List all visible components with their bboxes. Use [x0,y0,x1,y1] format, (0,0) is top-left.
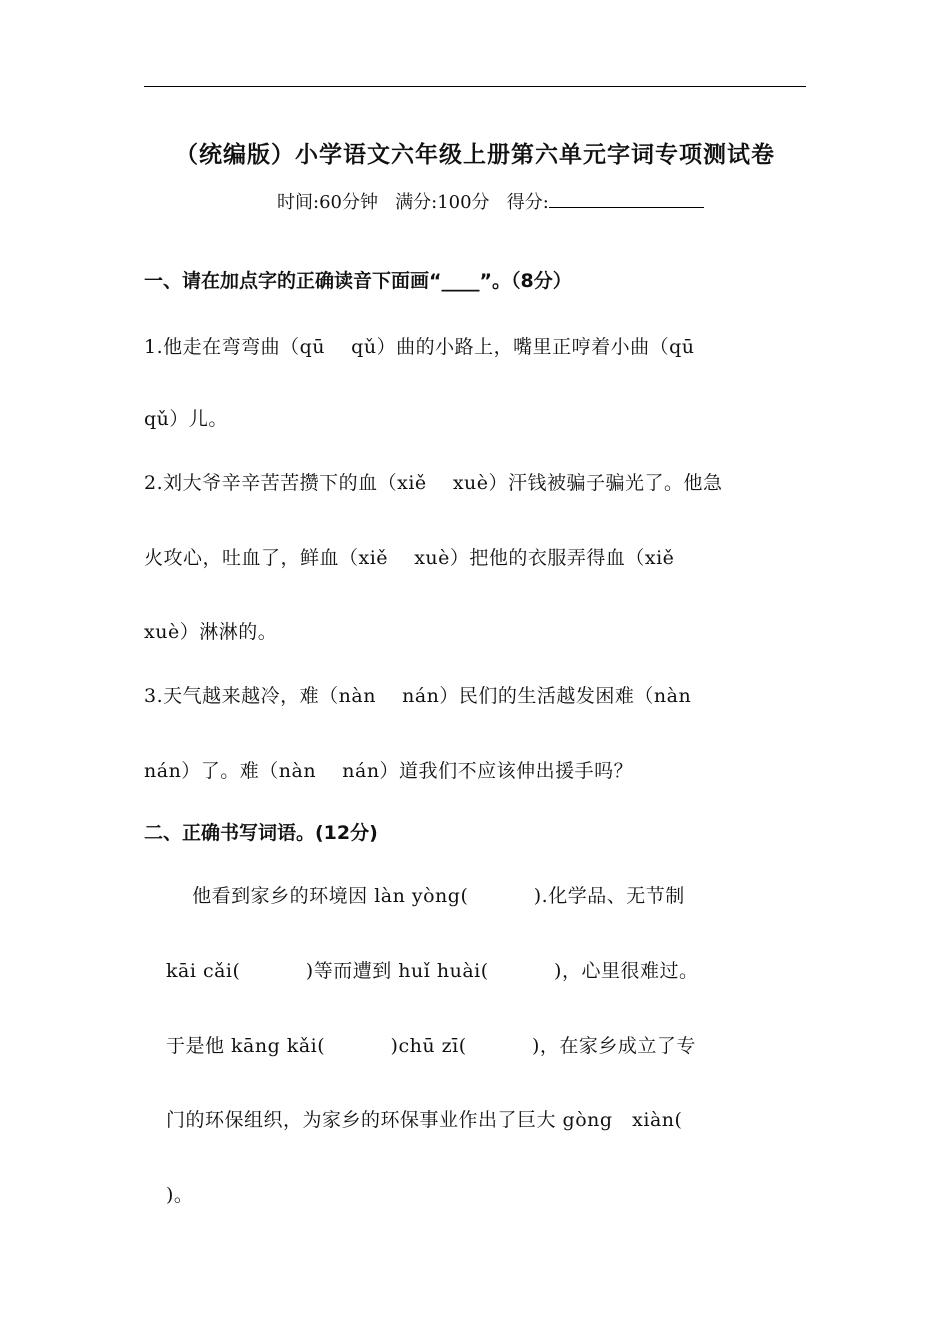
section1-line: 火攻心，吐血了，鲜血（xiě xuè）把他的衣服弄得血（xiě [144,547,675,569]
section1-line: nán）了。难（nàn nán）道我们不应该伸出援手吗？ [144,760,634,782]
section1-heading: 一、请在加点字的正确读音下面画“____”。（8分） [144,270,572,292]
top-rule [144,86,806,87]
section2-line: kāi cǎi( )等而遭到 huǐ huài( )，心里很难过。 [166,960,699,982]
section2-line: )。 [166,1184,194,1206]
section2-heading: 二、正确书写词语。(12分) [144,822,378,844]
section1-line: 3.天气越来越冷，难（nàn nán）民们的生活越发困难（nàn [144,685,692,707]
page-title: （统编版）小学语文六年级上册第六单元字词专项测试卷 [175,142,775,168]
exam-meta [277,188,704,214]
section1-line: 1.他走在弯弯曲（qū qǔ）曲的小路上，嘴里正哼着小曲（qū [144,336,695,358]
section1-line: xuè）淋淋的。 [144,621,278,643]
section1-line: 2.刘大爷辛辛苦苦攒下的血（xiě xuè）汗钱被骗子骗光了。他急 [144,472,723,494]
section1-line: qǔ）儿。 [144,408,228,430]
section2-line: 他看到家乡的环境因 làn yòng( ).化学品、无节制 [166,885,685,907]
meta-text: 时间:60分钟 满分:100分 得分: [277,192,549,213]
section2-line: 于是他 kāng kǎi( )chū zī( )，在家乡成立了专 [166,1035,696,1057]
score-blank [549,193,704,208]
section2-line: 门的环保组织，为家乡的环保事业作出了巨大 gòng xiàn( [166,1109,683,1131]
